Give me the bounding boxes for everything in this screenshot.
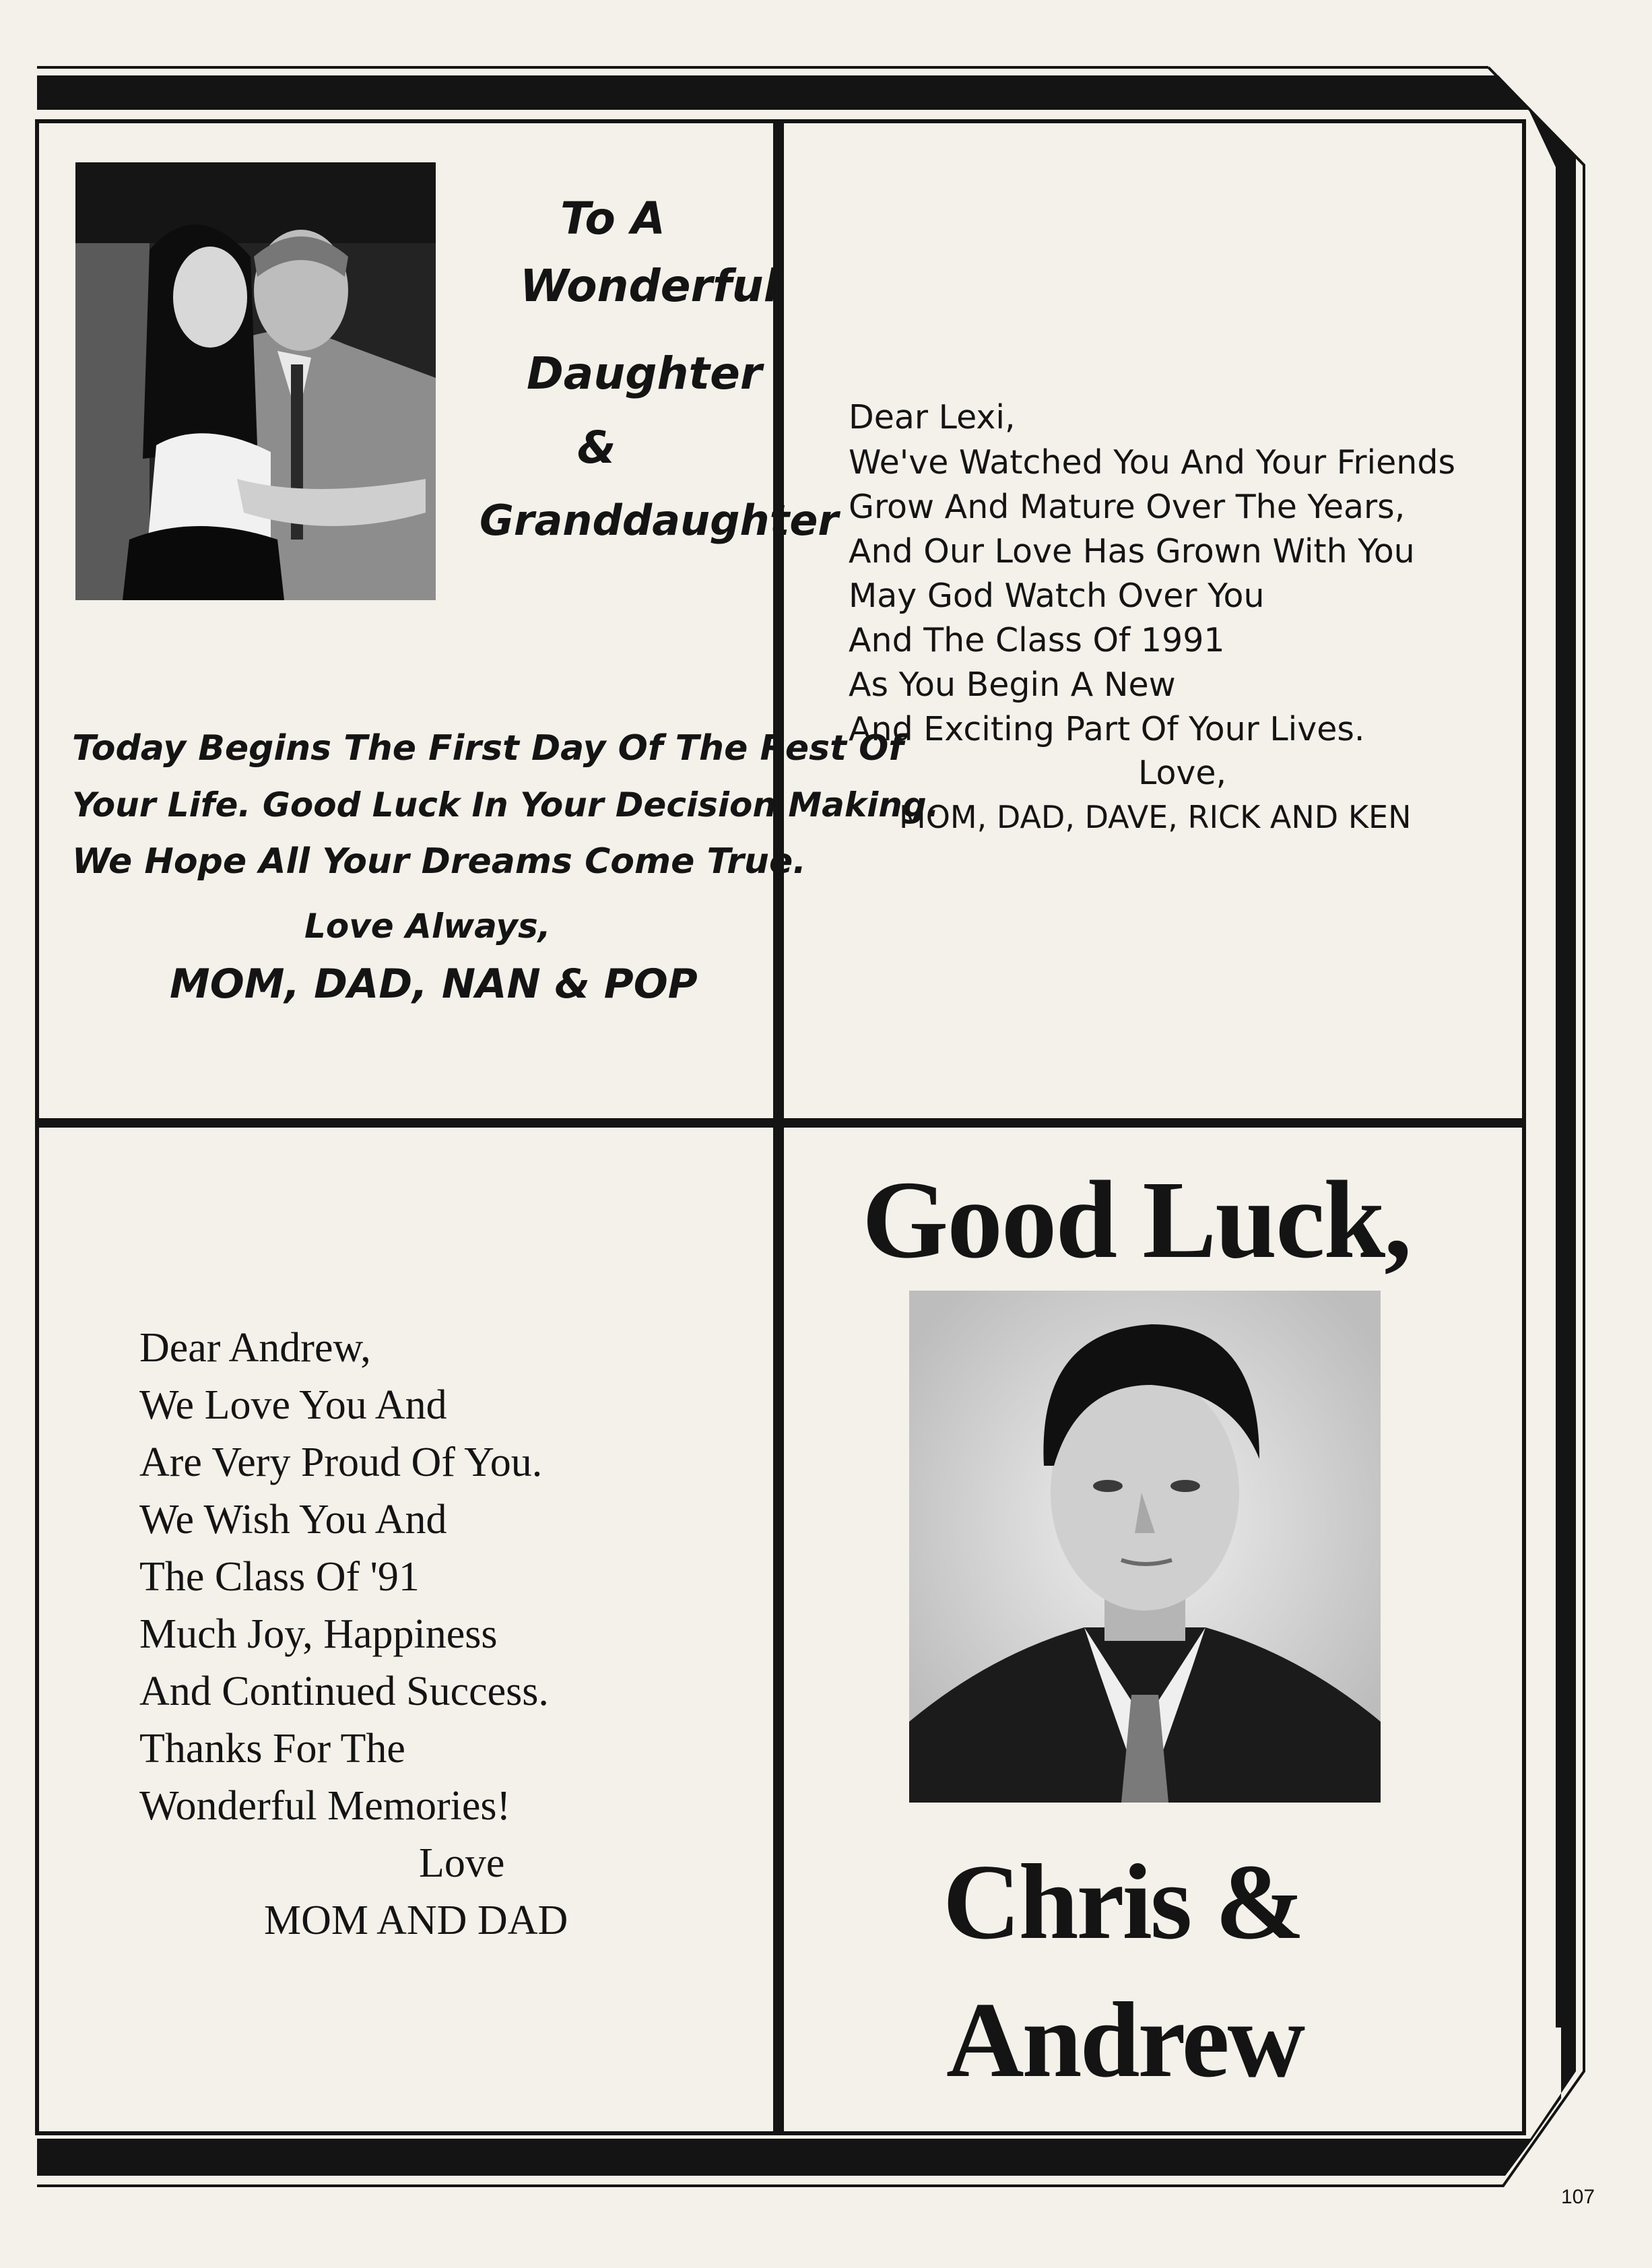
page-number: 107 bbox=[1561, 2186, 1595, 2208]
message-line-7: And Continued Success. bbox=[139, 1668, 549, 1714]
message-line-7: As You Begin A New bbox=[849, 666, 1176, 704]
message-line-9: Wonderful Memories! bbox=[139, 1783, 511, 1829]
message-line-6: Much Joy, Happiness bbox=[139, 1611, 498, 1657]
message-line-5: May God Watch Over You bbox=[849, 577, 1265, 615]
headline-andrew: Andrew bbox=[946, 1980, 1304, 2100]
dedication-heading-line-4: & bbox=[577, 422, 616, 474]
message-line-5: MOM, DAD, NAN & POP bbox=[170, 961, 698, 1008]
dedication-heading-line-1: To A bbox=[560, 193, 665, 245]
dedication-heading-line-2: Wonderful bbox=[520, 260, 779, 312]
message-line-8: And Exciting Part Of Your Lives. bbox=[849, 710, 1365, 748]
message-line-1: Today Begins The First Day Of The Rest Of bbox=[72, 728, 904, 769]
message-line-2: We've Watched You And Your Friends bbox=[849, 443, 1455, 482]
message-line-5: The Class Of '91 bbox=[139, 1554, 420, 1600]
message-line-6: And The Class Of 1991 bbox=[849, 621, 1225, 659]
panel-top-right bbox=[785, 125, 1522, 1117]
senior-portrait-photo bbox=[909, 1291, 1381, 1803]
message-line-4: We Wish You And bbox=[139, 1497, 447, 1543]
dedication-heading-line-3: Daughter bbox=[527, 348, 762, 399]
message-line-3: Grow And Mature Over The Years, bbox=[849, 488, 1406, 526]
message-line-10: MOM, DAD, DAVE, RICK AND KEN bbox=[899, 799, 1412, 835]
message-line-2: Your Life. Good Luck In Your Decision Making. bbox=[72, 785, 939, 824]
headline-good-luck: Good Luck, bbox=[862, 1158, 1411, 1281]
message-line-2: We Love You And bbox=[139, 1382, 447, 1428]
message-line-1: Dear Andrew, bbox=[139, 1325, 371, 1371]
message-line-4: Love Always, bbox=[304, 907, 551, 946]
message-line-3: We Hope All Your Dreams Come True. bbox=[72, 841, 806, 882]
panel-bottom-right bbox=[785, 1129, 1522, 2133]
message-line-11: MOM AND DAD bbox=[264, 1898, 568, 1943]
message-line-4: And Our Love Has Grown With You bbox=[849, 532, 1415, 571]
message-line-8: Thanks For The bbox=[139, 1726, 405, 1772]
message-line-9: Love, bbox=[1138, 754, 1227, 792]
dedication-heading-line-5: Granddaughter bbox=[480, 496, 838, 545]
message-line-3: Are Very Proud Of You. bbox=[139, 1439, 543, 1485]
headline-chris: Chris & bbox=[943, 1842, 1303, 1962]
panel-bottom-left bbox=[42, 1129, 772, 2133]
bottom-border-bar bbox=[37, 2139, 1533, 2176]
message-line-1: Dear Lexi, bbox=[849, 398, 1016, 436]
father-daughter-photo bbox=[75, 162, 436, 600]
message-line-10: Love bbox=[419, 1840, 505, 1886]
top-border-bar bbox=[37, 75, 1529, 110]
